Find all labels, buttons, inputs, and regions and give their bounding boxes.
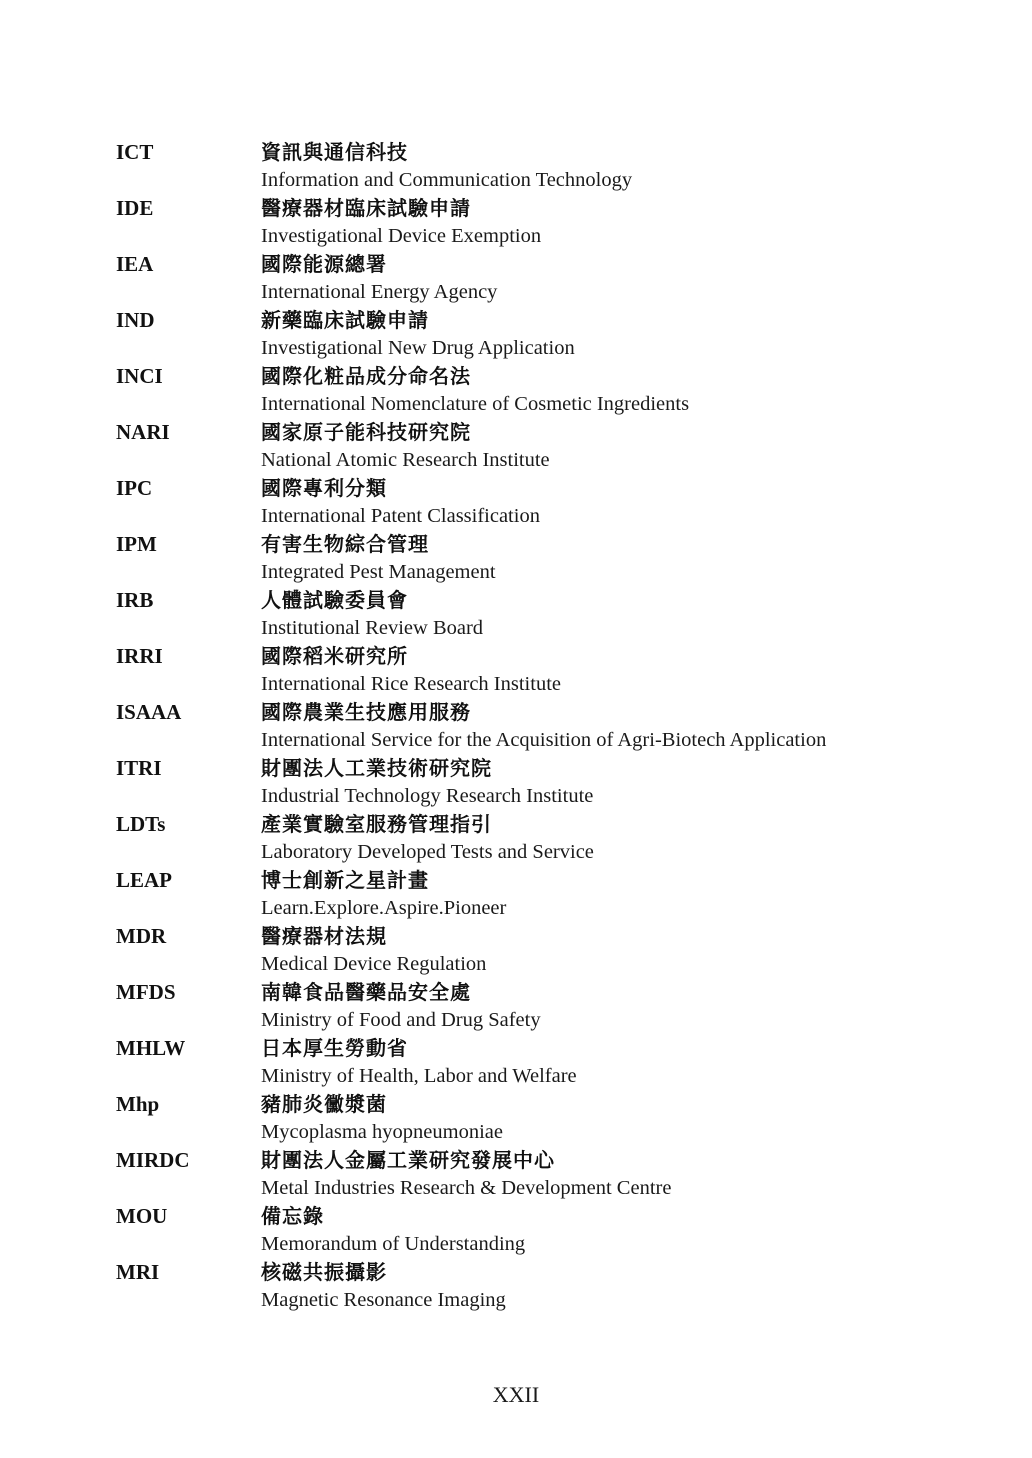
abbreviation: INCI [116,364,163,388]
list-item [116,922,976,978]
chinese-term: 國際專利分類 [261,476,387,500]
list-item [116,306,976,362]
list-item [116,138,976,194]
abbreviation: IDE [116,196,154,220]
chinese-term: 有害生物綜合管理 [261,532,429,556]
list-item [116,1090,976,1146]
list-item [116,978,976,1034]
english-term: Industrial Technology Research Institute [261,785,594,807]
english-term: Ministry of Food and Drug Safety [261,1009,541,1031]
abbreviation: IPM [116,532,157,556]
chinese-term: 日本厚生勞動省 [261,1036,408,1060]
chinese-term: 財團法人金屬工業研究發展中心 [261,1148,555,1172]
chinese-term: 產業實驗室服務管理指引 [261,812,492,836]
abbreviation: LEAP [116,868,173,892]
chinese-term: 人體試驗委員會 [261,588,408,612]
abbreviation: ICT [116,140,154,164]
list-item [116,362,976,418]
chinese-term: 國際稻米研究所 [261,644,408,668]
list-item [116,698,976,754]
chinese-term: 資訊與通信科技 [261,140,408,164]
chinese-term: 新藥臨床試驗申請 [261,308,429,332]
chinese-term: 國際能源總署 [261,252,387,276]
abbreviation: IND [116,308,155,332]
abbreviation: MFDS [116,980,176,1004]
list-item [116,810,976,866]
abbreviation: IRRI [116,644,163,668]
list-item [116,586,976,642]
english-term: Memorandum of Understanding [261,1233,526,1255]
list-item [116,1258,976,1314]
abbreviation: MRI [116,1260,160,1284]
english-term: Ministry of Health, Labor and Welfare [261,1065,577,1087]
english-term: Institutional Review Board [261,617,484,639]
abbreviation: MIRDC [116,1148,190,1172]
chinese-term: 財團法人工業技術研究院 [261,756,492,780]
list-item [116,1202,976,1258]
chinese-term: 核磁共振攝影 [261,1260,387,1284]
english-term: International Service for the Acquisition of Agri-Biotech Application [261,729,827,751]
list-item [116,1146,976,1202]
abbreviation: ITRI [116,756,162,780]
chinese-term: 南韓食品醫藥品安全處 [261,980,471,1004]
english-term: Medical Device Regulation [261,953,487,975]
list-item [116,642,976,698]
english-term: Mycoplasma hyopneumoniae [261,1121,503,1143]
english-term: Learn.Explore.Aspire.Pioneer [261,897,507,919]
abbreviation-list [116,138,976,1314]
chinese-term: 國家原子能科技研究院 [261,420,471,444]
abbreviation: IEA [116,252,154,276]
list-item [116,866,976,922]
list-item [116,754,976,810]
list-item [116,1034,976,1090]
english-term: International Patent Classification [261,505,540,527]
abbreviation: IPC [116,476,153,500]
english-term: National Atomic Research Institute [261,449,550,471]
english-term: Metal Industries Research & Development Centre [261,1177,672,1199]
list-item [116,530,976,586]
english-term: Laboratory Developed Tests and Service [261,841,594,863]
english-term: Information and Communication Technology [261,169,633,191]
page-number: XXII [492,1382,540,1407]
english-term: Investigational New Drug Application [261,337,575,359]
chinese-term: 備忘錄 [261,1204,324,1228]
list-item [116,250,976,306]
chinese-term: 國際農業生技應用服務 [261,700,471,724]
abbreviation: MOU [116,1204,168,1228]
abbreviation: NARI [116,420,170,444]
chinese-term: 豬肺炎黴漿菌 [261,1092,387,1116]
english-term: Investigational Device Exemption [261,225,542,247]
abbreviation: LDTs [116,812,166,836]
chinese-term: 醫療器材法規 [261,924,387,948]
english-term: Magnetic Resonance Imaging [261,1289,506,1311]
abbreviation: Mhp [116,1092,160,1116]
abbreviation: IRB [116,588,154,612]
abbreviation: MHLW [116,1036,186,1060]
list-item [116,418,976,474]
english-term: International Rice Research Institute [261,673,561,695]
chinese-term: 博士創新之星計畫 [261,868,429,892]
english-term: International Energy Agency [261,281,498,303]
chinese-term: 醫療器材臨床試驗申請 [261,196,471,220]
abbreviation: ISAAA [116,700,182,724]
english-term: International Nomenclature of Cosmetic Ingredients [261,393,690,415]
abbreviation: MDR [116,924,167,948]
list-item [116,194,976,250]
chinese-term: 國際化粧品成分命名法 [261,364,471,388]
list-item [116,474,976,530]
english-term: Integrated Pest Management [261,561,496,583]
